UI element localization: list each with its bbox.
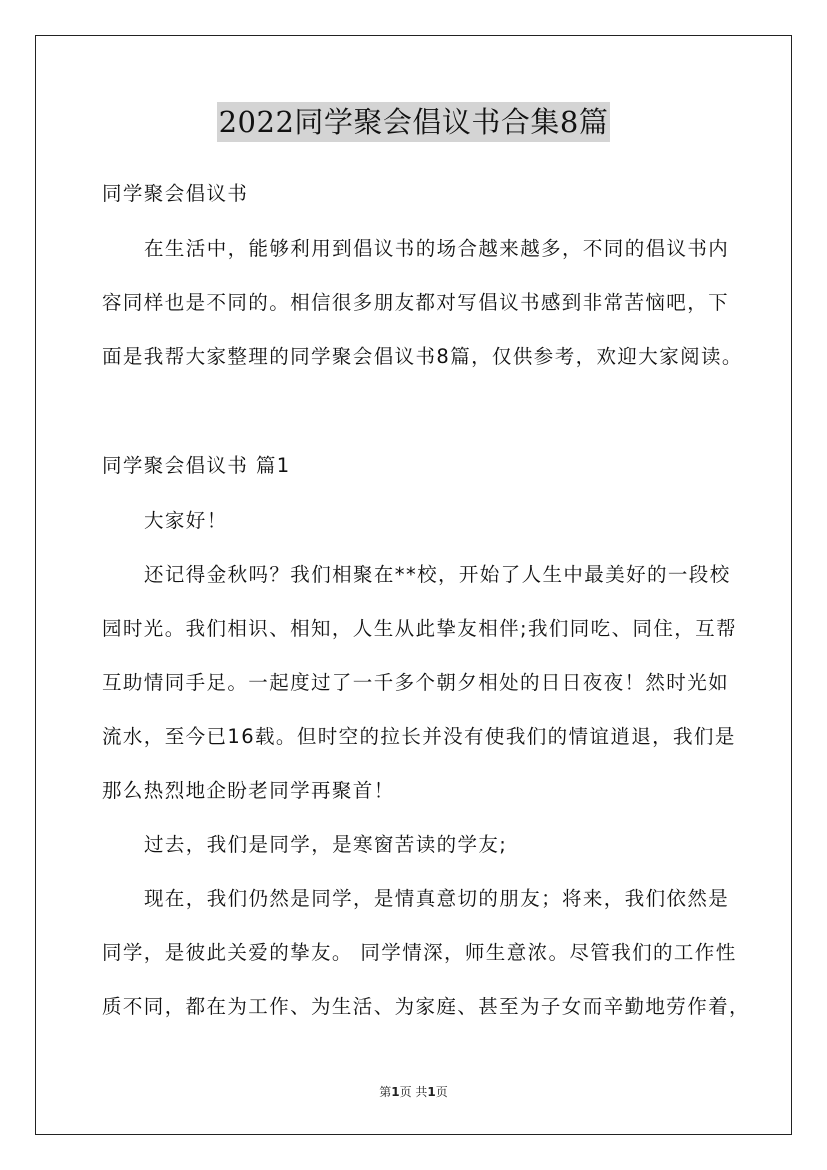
footer-mid: 页 共	[399, 1085, 428, 1099]
paragraph-line: 那么热烈地企盼老同学再聚首！	[102, 779, 395, 802]
paragraph-line: 同学，是彼此关爱的挚友。 同学情深，师生意浓。尽管我们的工作性	[102, 941, 737, 964]
paragraph-line: 还记得金秋吗？我们相聚在**校，开始了人生中最美好的一段校	[144, 563, 731, 586]
section-heading: 同学聚会倡议书 篇1	[102, 454, 291, 477]
document-title: 2022同学聚会倡议书合集8篇	[217, 102, 611, 142]
paragraph-line: 质不同，都在为工作、为生活、为家庭、甚至为子女而辛勤地劳作着，	[102, 995, 750, 1018]
paragraph-line: 现在，我们仍然是同学，是情真意切的朋友；将来，我们依然是	[144, 887, 730, 910]
footer-page-current: 1	[391, 1085, 400, 1099]
paragraph-line: 在生活中，能够利用到倡议书的场合越来越多，不同的倡议书内	[144, 237, 730, 260]
paragraph-line: 大家好！	[144, 509, 228, 532]
paragraph-line: 容同样也是不同的。相信很多朋友都对写倡议书感到非常苦恼吧，下	[102, 291, 730, 314]
section-heading: 同学聚会倡议书	[102, 182, 249, 205]
paragraph-line: 过去，我们是同学，是寒窗苦读的学友;	[144, 833, 508, 856]
paragraph-line: 互助情同手足。一起度过了一千多个朝夕相处的日日夜夜！然时光如	[102, 671, 730, 694]
footer-page-total: 1	[427, 1085, 436, 1099]
footer-suffix: 页	[435, 1085, 448, 1099]
paragraph-line: 面是我帮大家整理的同学聚会倡议书8篇，仅供参考，欢迎大家阅读。	[102, 345, 743, 368]
footer-prefix: 第	[379, 1085, 392, 1099]
paragraph-line: 园时光。我们相识、相知，人生从此挚友相伴;我们同吃、同住，互帮	[102, 617, 737, 640]
title-container	[0, 102, 827, 142]
page-footer	[0, 1083, 827, 1100]
paragraph-line: 流水，至今已16载。但时空的拉长并没有使我们的情谊逍退，我们是	[102, 725, 736, 748]
